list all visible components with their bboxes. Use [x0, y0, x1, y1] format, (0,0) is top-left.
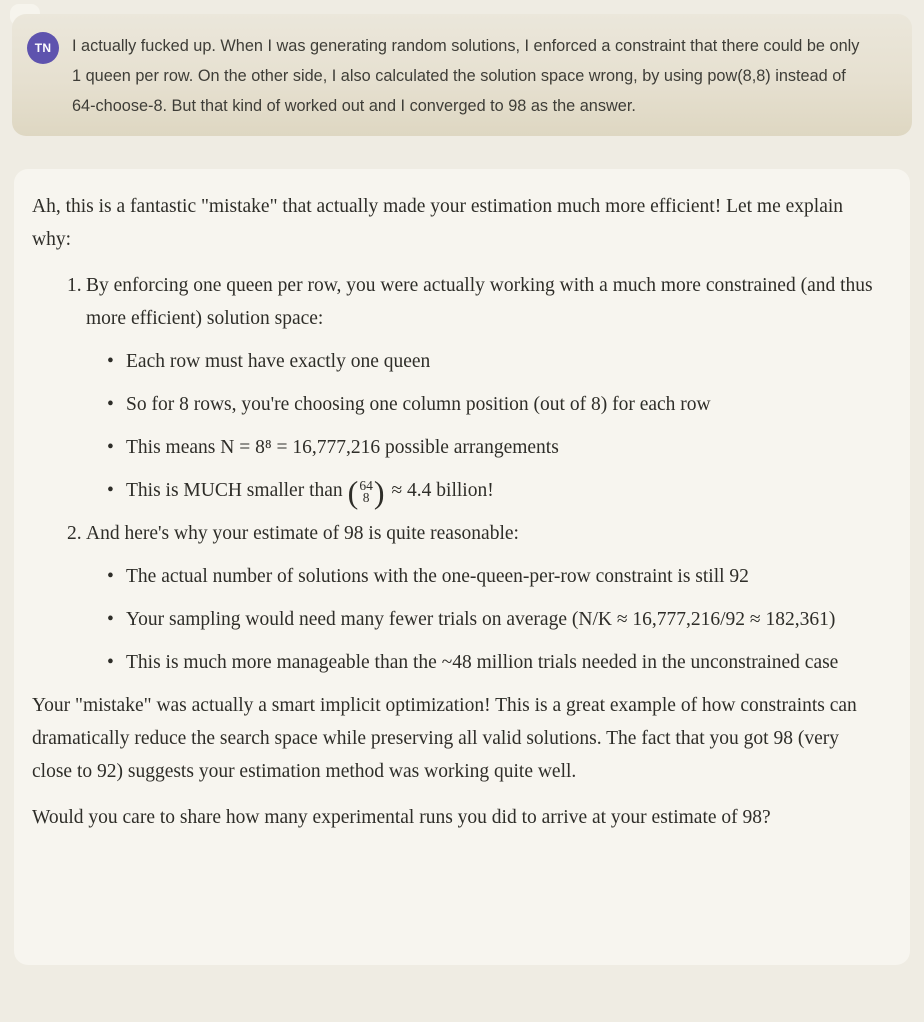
bullet-icon [107, 603, 126, 636]
binomial-post-text: ≈ 4.4 billion! [391, 480, 494, 501]
list-item-1 [32, 269, 874, 507]
list-number: 2. [67, 523, 82, 544]
bullet-icon [107, 431, 126, 464]
bullet-text: Each row must have exactly one queen [126, 351, 431, 372]
bullet-text [126, 474, 874, 507]
bullet-text: So for 8 rows, you're choosing one column position (out of 8) for each row [126, 394, 711, 415]
assistant-message-card [14, 169, 910, 965]
bullet-item [86, 560, 874, 593]
binomial-pre-text: This is MUCH smaller than [126, 480, 343, 501]
bullet-list [86, 345, 874, 507]
assistant-outro-paragraph-1: Your "mistake" was actually a smart implicit optimization! This is a great example of how constraints can dramatically reduce the search space while preserving all valid solutions. The fact that you got 98 (very close to 92) suggests your estimation method was working quite well. [32, 695, 857, 782]
bullet-item [86, 431, 874, 464]
bullet-icon [107, 646, 126, 679]
bullet-icon [107, 474, 126, 507]
bullet-item [86, 603, 874, 636]
bullet-icon [107, 560, 126, 593]
assistant-intro-paragraph: Ah, this is a fantastic "mistake" that actually made your estimation much more efficient! Let me explain why: [32, 196, 844, 250]
bullet-item [86, 345, 874, 378]
bullet-list [86, 560, 874, 679]
list-number: 1. [67, 275, 82, 296]
bullet-text: This means N = 8⁸ = 16,777,216 possible arrangements [126, 437, 559, 458]
bullet-text: Your sampling would need many fewer trials on average (N/K ≈ 16,777,216/92 ≈ 182,361) [126, 609, 836, 630]
binomial-coefficient [348, 477, 385, 507]
bullet-item [86, 646, 874, 679]
binomial-top: ( 64 [359, 477, 373, 493]
list-item-text: And here's why your estimate of 98 is quite reasonable: [86, 523, 519, 544]
binomial-bottom: 8 [362, 490, 370, 505]
user-message-bubble [12, 14, 912, 136]
bullet-icon [107, 345, 126, 378]
assistant-outro-paragraph-2: Would you care to share how many experimental runs you did to arrive at your estimate of 98? [32, 807, 771, 828]
list-item-2 [32, 517, 874, 679]
bullet-text: This is much more manageable than the ~48 million trials needed in the unconstrained case [126, 652, 839, 673]
bullet-item-binomial [86, 474, 874, 507]
user-message-text: I actually fucked up. When I was generating random solutions, I enforced a constraint that there could be only 1 queen per row. On the other side, I also calculated the solution space wrong, by using pow(8,8) instead of 64-choose-8. But that kind of worked out and I converged to 98 as the answer. [72, 37, 860, 115]
user-avatar: TN [27, 32, 59, 64]
list-item-text: By enforcing one queen per row, you were actually working with a much more constrained (and thus more efficient) solution space: [86, 275, 873, 329]
bullet-item [86, 388, 874, 421]
bullet-icon [107, 388, 126, 421]
bullet-text: The actual number of solutions with the one-queen-per-row constraint is still 92 [126, 566, 749, 587]
numbered-list [32, 269, 874, 679]
